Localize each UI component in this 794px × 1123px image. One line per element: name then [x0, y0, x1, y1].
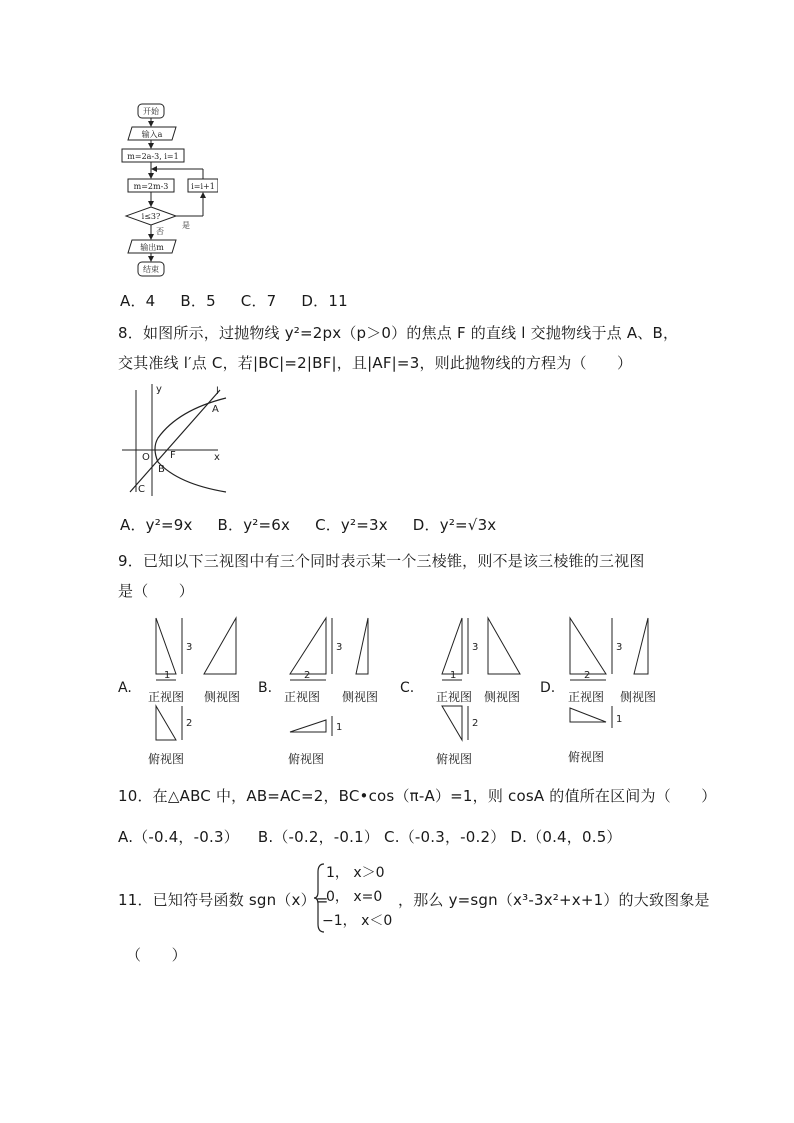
- flow-increment-text: i=i+1: [191, 182, 215, 191]
- q9-c-top: 俯视图: [436, 752, 473, 766]
- q9-text-line2: 是（ ）: [118, 582, 195, 600]
- flow-assign-text: m=2m-3: [133, 182, 169, 191]
- q10-option-a[interactable]: A.（-0.4，-0.3）: [118, 828, 239, 846]
- flow-condition-text: i≤3?: [141, 212, 161, 221]
- q9-c-front: 正视图: [436, 690, 473, 704]
- q9-a-h: 3: [186, 642, 193, 653]
- q9-a-w: 1: [164, 670, 171, 681]
- q8-options: [120, 514, 516, 535]
- q8-option-b[interactable]: B．y²=6x: [217, 516, 291, 534]
- q9-d-h: 3: [616, 642, 623, 653]
- q8-label-c: C: [138, 484, 145, 495]
- q8-text-line2: 交其准线 l′点 C，若|BC|=2|BF|，且|AF|=3，则此抛物线的方程为（ ）: [118, 354, 633, 372]
- q9-d-views: [564, 612, 664, 762]
- q9-b-front: 正视图: [284, 690, 321, 704]
- q7-options: [120, 290, 368, 311]
- q9-c-side: 侧视图: [484, 690, 521, 704]
- q11-case-2: 0， x=0: [326, 889, 383, 905]
- flow-end-text: 结束: [143, 265, 159, 274]
- q9-d-front: 正视图: [568, 690, 605, 704]
- q8-label-f: F: [170, 450, 176, 461]
- q9-b-h: 3: [336, 642, 343, 653]
- q8-text-line1: 8．如图所示，过抛物线 y²=2px（p＞0）的焦点 F 的直线 l 交抛物线于点 A、B，: [118, 324, 679, 342]
- q8-label-x: x: [214, 452, 220, 463]
- q8-label-b: B: [158, 464, 165, 475]
- q8-label-l: l: [216, 386, 219, 397]
- q8-parabola-figure: [118, 380, 238, 500]
- q9-letter-a: A.: [118, 680, 132, 696]
- q9-a-front: 正视图: [148, 690, 185, 704]
- q7-flowchart: [118, 100, 218, 280]
- q9-a-views: [142, 612, 242, 762]
- flow-yes-text: 是: [182, 221, 190, 230]
- q8-option-d[interactable]: D．y²=√3x: [412, 516, 497, 534]
- q9-c-views: [424, 612, 524, 762]
- q9-group-c[interactable]: [400, 612, 530, 772]
- q9-text-line1: 9．已知以下三视图中有三个同时表示某一个三棱锥，则不是该三棱锥的三视图: [118, 552, 645, 570]
- q11-case-1: 1， x＞0: [326, 865, 385, 881]
- q7-option-d[interactable]: D．11: [301, 292, 348, 310]
- q9-b-top: 俯视图: [288, 752, 325, 766]
- q9-d-side: 侧视图: [620, 690, 657, 704]
- q10-option-d[interactable]: D.（0.4，0.5）: [510, 828, 622, 846]
- q7-option-a[interactable]: A．4: [120, 292, 156, 310]
- q8-line-l: [130, 390, 220, 492]
- flow-no-text: 否: [156, 227, 164, 236]
- flow-start-text: 开始: [143, 107, 159, 116]
- q9-group-b[interactable]: [258, 612, 388, 772]
- q9-group-d[interactable]: [540, 612, 670, 772]
- q9-b-side: 侧视图: [342, 690, 379, 704]
- q8-label-a: A: [212, 404, 219, 415]
- q8-label-y: y: [156, 384, 162, 395]
- q10-text-line1: 10．在△ABC 中，AB=AC=2，BC•cos（π-A）=1，则 cosA 的值所在区间为（ ）: [118, 787, 717, 805]
- q9-c-d: 2: [472, 718, 479, 729]
- q9-group-a[interactable]: [118, 612, 248, 772]
- q11-suffix: ，那么 y=sgn（x³-3x²+x+1）的大致图象是: [398, 891, 710, 909]
- q7-option-c[interactable]: C．7: [240, 292, 277, 310]
- q9-c-h: 3: [472, 642, 479, 653]
- flow-output-text: 输出m: [140, 243, 164, 252]
- flow-input-text: 输入a: [141, 130, 163, 139]
- q11-answer-paren: （ ）: [126, 946, 187, 964]
- q10-options: [118, 826, 622, 847]
- q9-letter-d: D.: [540, 680, 556, 696]
- q9-a-side: 侧视图: [204, 690, 241, 704]
- q9-b-views: [282, 612, 382, 762]
- q9-a-d: 2: [186, 718, 193, 729]
- q9-d-w: 2: [584, 670, 591, 681]
- q7-option-b[interactable]: B．5: [180, 292, 216, 310]
- q9-d-top: 俯视图: [568, 750, 605, 764]
- flow-init-text: m=2a-3, i=1: [127, 152, 179, 161]
- q9-b-d: 1: [336, 722, 343, 733]
- q10-option-b[interactable]: B.（-0.2，-0.1）: [257, 828, 380, 846]
- q9-a-top: 俯视图: [148, 752, 185, 766]
- q9-letter-b: B.: [258, 680, 273, 696]
- q11-case-3: −1， x＜0: [322, 913, 393, 929]
- q10-option-c[interactable]: C.（-0.3，-0.2）: [384, 828, 506, 846]
- q9-c-w: 1: [450, 670, 457, 681]
- q9-b-w: 2: [304, 670, 311, 681]
- q11-prefix: 11．已知符号函数 sgn（x）=: [118, 891, 329, 909]
- q8-option-c[interactable]: C．y²=3x: [315, 516, 388, 534]
- q8-label-o: O: [142, 452, 150, 463]
- q9-letter-c: C.: [400, 680, 415, 696]
- q9-d-d: 1: [616, 714, 623, 725]
- q8-option-a[interactable]: A．y²=9x: [120, 516, 193, 534]
